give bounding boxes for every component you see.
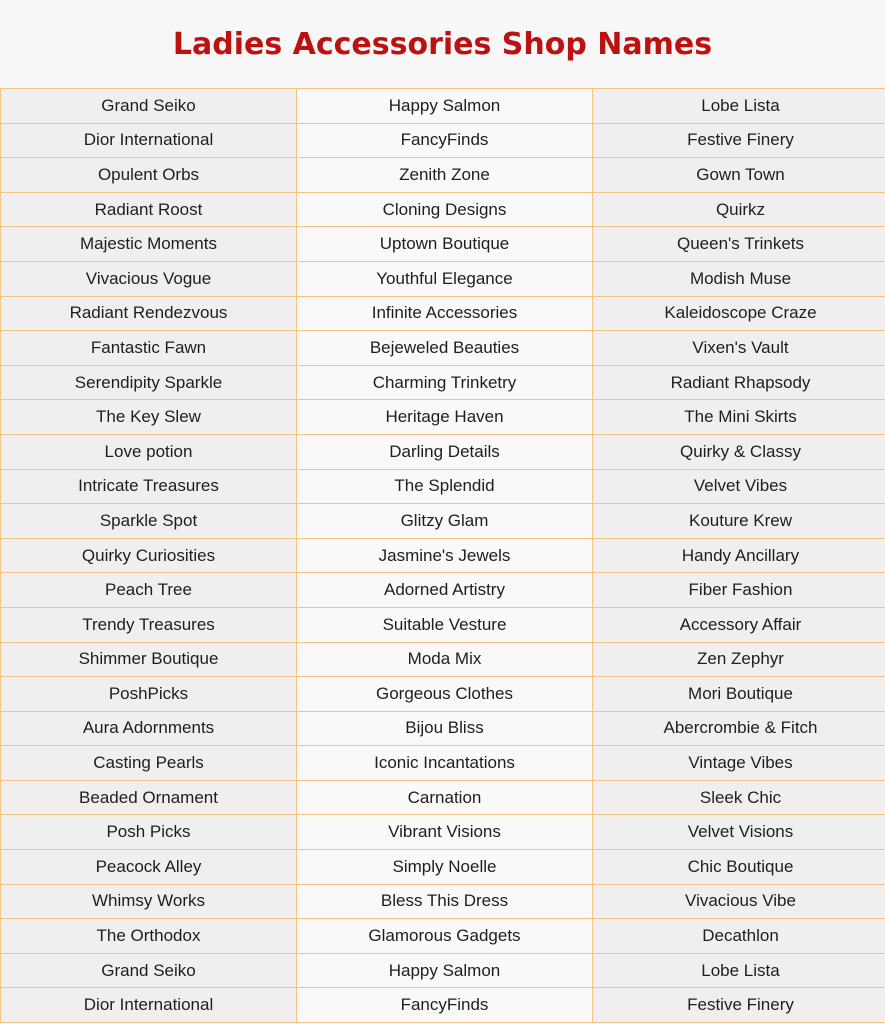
shop-name-cell: The Mini Skirts [593,400,885,435]
shop-name-cell: Posh Picks [1,815,297,850]
shop-name-cell: Radiant Rhapsody [593,365,885,400]
shop-name-cell: Vixen's Vault [593,331,885,366]
table-row [1,919,885,954]
shop-name-cell: Velvet Visions [593,815,885,850]
shop-name-cell: Intricate Treasures [1,469,297,504]
shop-name-cell: Glamorous Gadgets [297,919,593,954]
shop-name-cell: Chic Boutique [593,850,885,885]
shop-name-cell: Abercrombie & Fitch [593,711,885,746]
table-row [1,815,885,850]
shop-name-cell: FancyFinds [297,123,593,158]
table-row [1,677,885,712]
shop-name-cell: Happy Salmon [297,953,593,988]
shop-name-cell: FancyFinds [297,988,593,1023]
shop-name-cell: Queen's Trinkets [593,227,885,262]
shop-name-cell: Moda Mix [297,642,593,677]
shop-name-cell: Adorned Artistry [297,573,593,608]
shop-name-cell: Majestic Moments [1,227,297,262]
shop-name-cell: Love potion [1,434,297,469]
shop-name-cell: Bejeweled Beauties [297,331,593,366]
shop-name-cell: Happy Salmon [297,89,593,124]
page-title: Ladies Accessories Shop Names [172,26,713,62]
table-row [1,607,885,642]
shop-name-cell: Cloning Designs [297,192,593,227]
table-row [1,573,885,608]
shop-name-cell: Charming Trinketry [297,365,593,400]
shop-name-cell: Suitable Vesture [297,607,593,642]
table-row [1,642,885,677]
shop-name-cell: Serendipity Sparkle [1,365,297,400]
table-row [1,780,885,815]
shop-name-cell: Whimsy Works [1,884,297,919]
shop-name-cell: Radiant Roost [1,192,297,227]
shop-names-table-body [1,89,885,1023]
shop-name-cell: Quirky & Classy [593,434,885,469]
shop-name-cell: Aura Adornments [1,711,297,746]
table-row [1,365,885,400]
shop-name-cell: Infinite Accessories [297,296,593,331]
shop-name-cell: Accessory Affair [593,607,885,642]
shop-name-cell: Trendy Treasures [1,607,297,642]
table-row [1,884,885,919]
shop-name-cell: Iconic Incantations [297,746,593,781]
shop-name-cell: Glitzy Glam [297,504,593,539]
table-row [1,988,885,1023]
shop-name-cell: Peacock Alley [1,850,297,885]
table-row [1,123,885,158]
shop-name-cell: The Key Slew [1,400,297,435]
shop-name-cell: Shimmer Boutique [1,642,297,677]
shop-name-cell: Kaleidoscope Craze [593,296,885,331]
table-row [1,158,885,193]
shop-name-cell: Radiant Rendezvous [1,296,297,331]
shop-name-cell: Opulent Orbs [1,158,297,193]
shop-name-cell: Bless This Dress [297,884,593,919]
shop-name-cell: Jasmine's Jewels [297,538,593,573]
shop-name-cell: Handy Ancillary [593,538,885,573]
shop-names-table [0,88,885,1023]
shop-name-cell: Peach Tree [1,573,297,608]
table-row [1,296,885,331]
shop-name-cell: Sparkle Spot [1,504,297,539]
shop-name-cell: Velvet Vibes [593,469,885,504]
shop-name-cell: Festive Finery [593,988,885,1023]
shop-name-cell: Zen Zephyr [593,642,885,677]
shop-name-cell: Beaded Ornament [1,780,297,815]
table-row [1,261,885,296]
table-row [1,192,885,227]
shop-name-cell: Heritage Haven [297,400,593,435]
shop-name-cell: Simply Noelle [297,850,593,885]
shop-name-cell: Quirky Curiosities [1,538,297,573]
table-row [1,850,885,885]
shop-name-cell: Casting Pearls [1,746,297,781]
shop-name-cell: Grand Seiko [1,953,297,988]
shop-name-cell: Fiber Fashion [593,573,885,608]
shop-name-cell: Lobe Lista [593,953,885,988]
table-row [1,504,885,539]
table-row [1,746,885,781]
shop-name-cell: Fantastic Fawn [1,331,297,366]
table-row [1,331,885,366]
table-row [1,469,885,504]
shop-name-cell: Zenith Zone [297,158,593,193]
shop-name-cell: Sleek Chic [593,780,885,815]
table-row [1,89,885,124]
shop-name-cell: Mori Boutique [593,677,885,712]
shop-name-cell: Bijou Bliss [297,711,593,746]
shop-name-cell: Decathlon [593,919,885,954]
shop-name-cell: Quirkz [593,192,885,227]
shop-name-cell: Youthful Elegance [297,261,593,296]
shop-name-cell: Vintage Vibes [593,746,885,781]
table-row [1,434,885,469]
shop-name-cell: Darling Details [297,434,593,469]
shop-name-cell: Carnation [297,780,593,815]
shop-name-cell: Uptown Boutique [297,227,593,262]
shop-name-cell: Gorgeous Clothes [297,677,593,712]
shop-name-cell: Modish Muse [593,261,885,296]
shop-name-cell: Vivacious Vibe [593,884,885,919]
table-row [1,711,885,746]
shop-name-cell: Festive Finery [593,123,885,158]
shop-name-cell: Kouture Krew [593,504,885,539]
shop-name-cell: Dior International [1,123,297,158]
shop-name-cell: Vivacious Vogue [1,261,297,296]
shop-name-cell: Vibrant Visions [297,815,593,850]
shop-name-cell: Gown Town [593,158,885,193]
table-row [1,400,885,435]
shop-name-cell: Dior International [1,988,297,1023]
table-row [1,227,885,262]
shop-name-cell: Lobe Lista [593,89,885,124]
shop-name-cell: The Splendid [297,469,593,504]
table-row [1,538,885,573]
table-row [1,953,885,988]
shop-name-cell: PoshPicks [1,677,297,712]
shop-name-cell: Grand Seiko [1,89,297,124]
shop-name-cell: The Orthodox [1,919,297,954]
